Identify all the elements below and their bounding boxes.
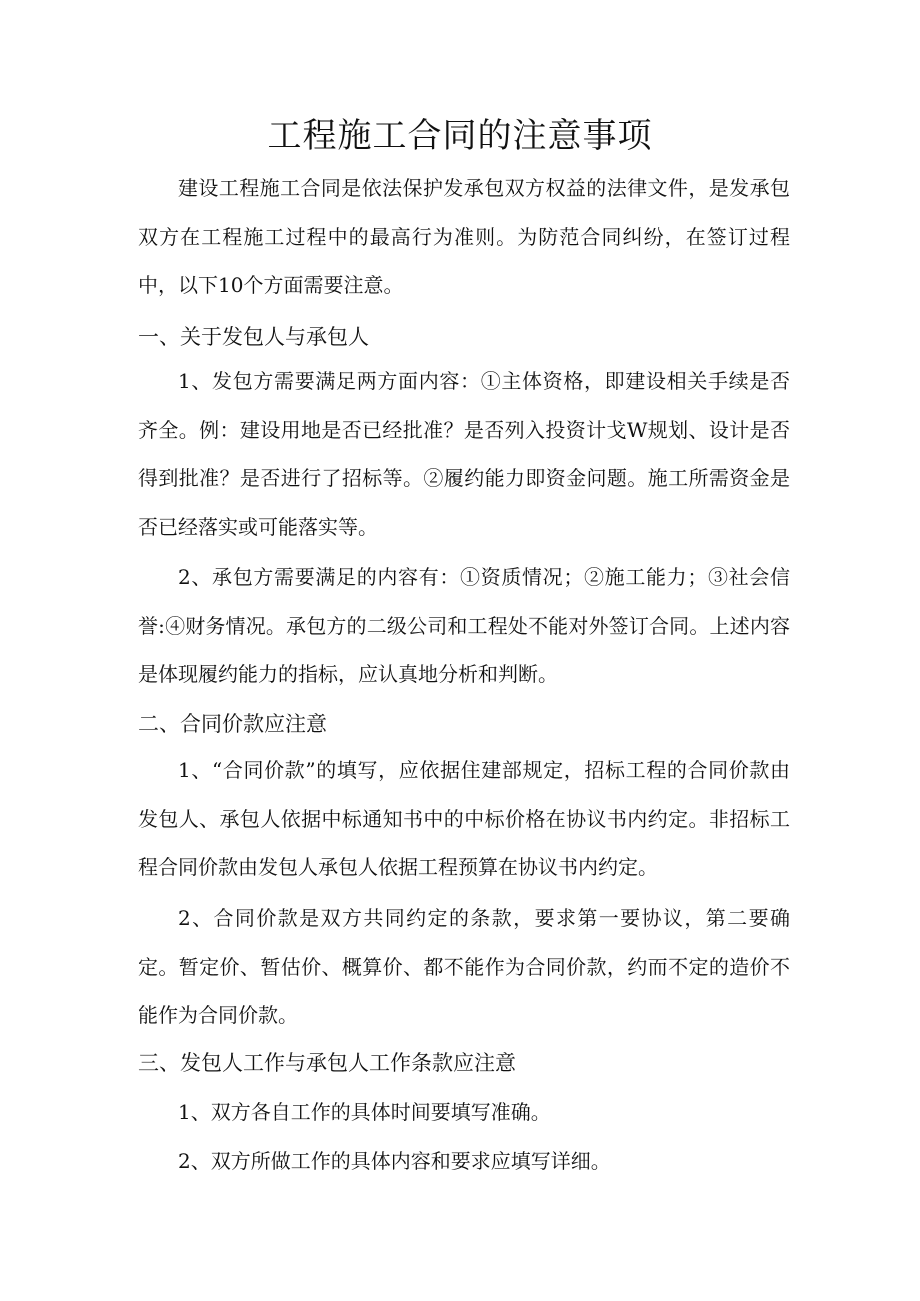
section-2-heading: 二、合同价款应注意 — [138, 712, 327, 736]
section-3-heading: 三、发包人工作与承包人工作条款应注意 — [138, 1051, 516, 1075]
section-1-paragraph-2: 2、承包方需要满足的内容有：①资质情况；②施工能力；③社会信誉:④财务情况。承包方的二级公司和工程处不能对外签订合同。上述内容是体现履约能力的指标，应认真地分析和判断。 — [138, 565, 790, 686]
section-1-heading: 一、关于发包人与承包人 — [138, 325, 369, 349]
section-2-paragraph-2: 2、合同价款是双方共同约定的条款，要求第一要协议，第二要确定。暂定价、暂估价、概算价、都不能作为合同价款，约而不定的造价不能作为合同价款。 — [138, 906, 790, 1027]
document-title: 工程施工合同的注意事项 — [267, 116, 653, 156]
intro-paragraph: 建设工程施工合同是依法保护发承包双方权益的法律文件，是发承包双方在工程施工过程中的最高行为准则。为防范合同纠纷，在签订过程中，以下10个方面需要注意。 — [138, 176, 790, 297]
section-3-paragraph-2: 2、双方所做工作的具体内容和要求应填写详细。 — [178, 1149, 611, 1173]
section-2-paragraph-1: 1、“合同价款”的填写，应依据住建部规定，招标工程的合同价款由发包人、承包人依据中标通知书中的中标价格在协议书内约定。非招标工程合同价款由发包人承包人依据工程预算在协议书内约定。 — [138, 758, 790, 879]
section-1-paragraph-1: 1、发包方需要满足两方面内容：①主体资格，即建设相关手续是否齐全。例：建设用地是否已经批准？是否列入投资计戈W规划、设计是否得到批准？是否进行了招标等。②履约能力即资金问题。施工所需资金是否已经落实或可能落实等。 — [138, 369, 790, 539]
section-3-paragraph-1: 1、双方各自工作的具体时间要填写准确。 — [178, 1100, 551, 1124]
